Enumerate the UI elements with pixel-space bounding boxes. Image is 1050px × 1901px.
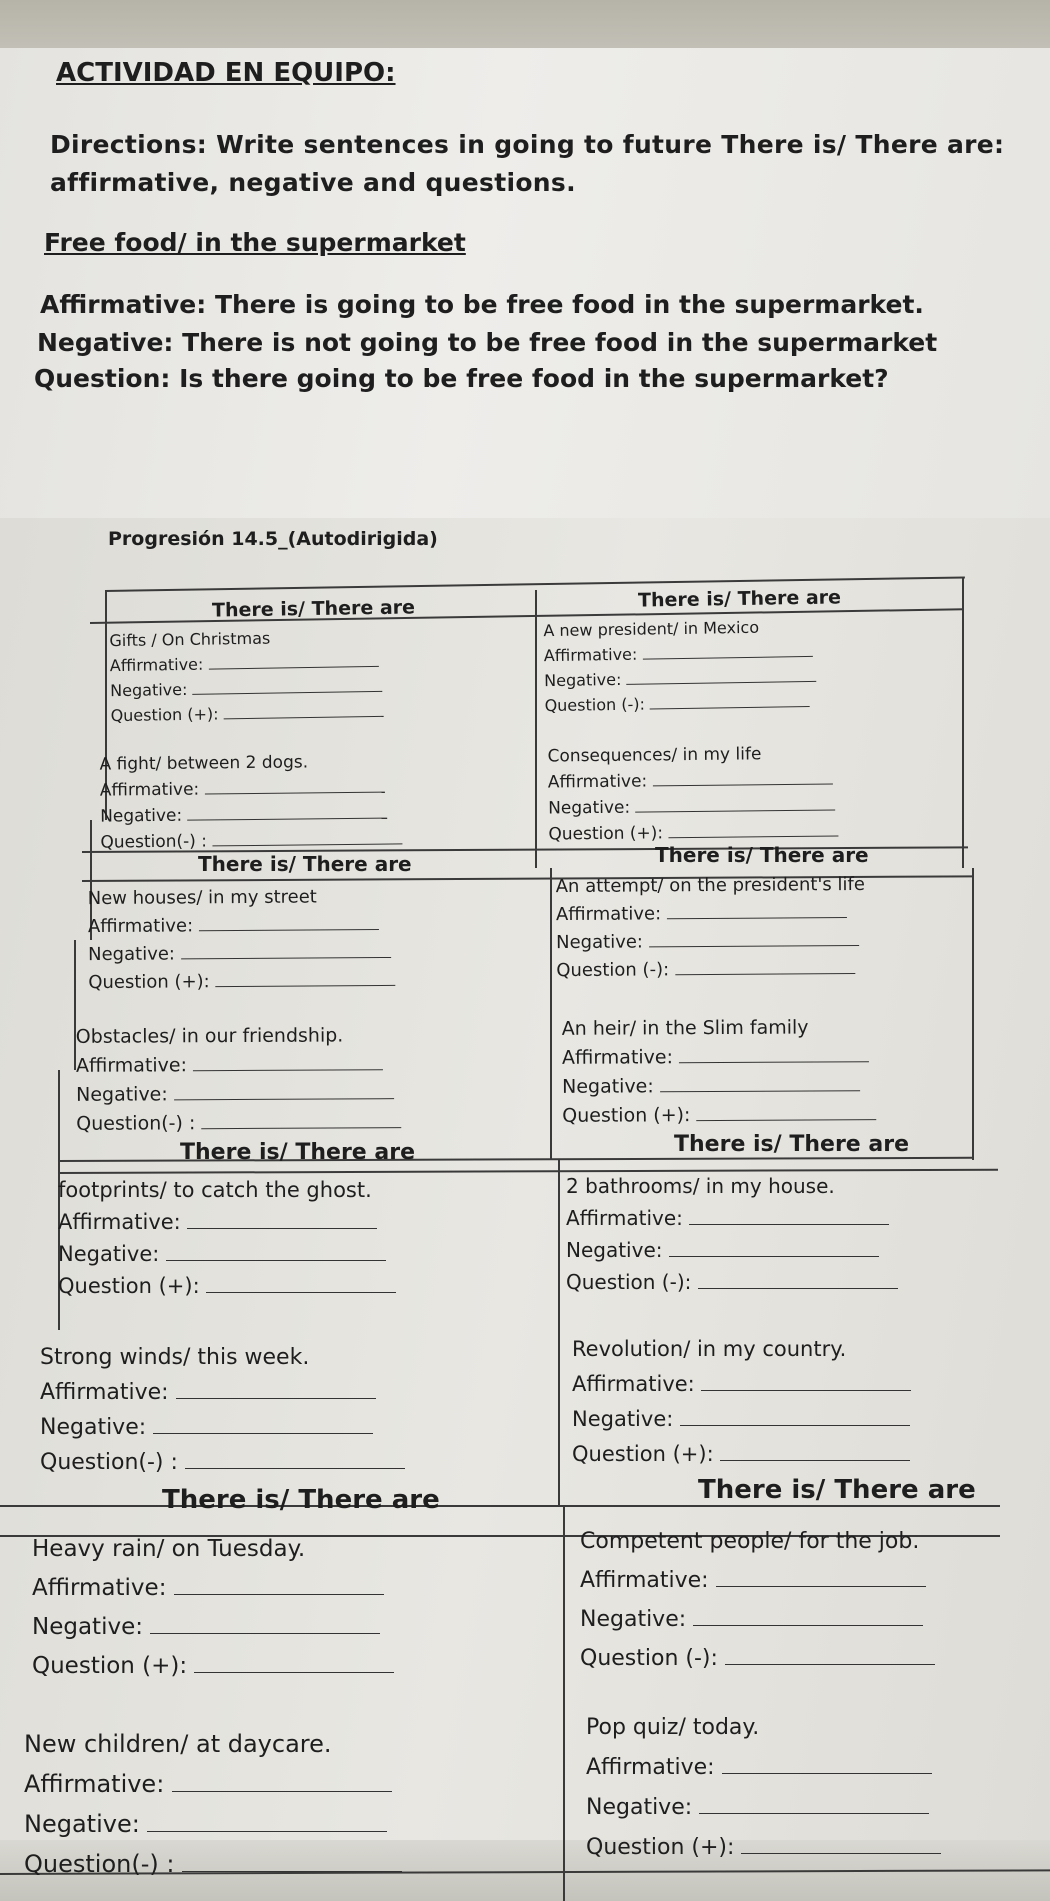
question-label: Question (+):	[88, 971, 210, 994]
exercise-cell	[99, 748, 402, 855]
negative-label: Negative:	[544, 669, 622, 691]
activity-title: ACTIVIDAD EN EQUIPO:	[56, 58, 396, 88]
answer-blank[interactable]	[172, 1769, 392, 1792]
affirmative-label: Affirmative:	[555, 903, 662, 926]
section-header: There is/ There are	[211, 596, 416, 622]
exercise-topic: footprints/ to catch the ghost.	[58, 1178, 372, 1202]
negative-label: Negative:	[586, 1795, 693, 1820]
affirmative-label: Affirmative:	[99, 779, 200, 801]
exercise-cell	[24, 1724, 402, 1884]
answer-blank[interactable]	[223, 701, 383, 719]
negative-label: Negative:	[32, 1614, 143, 1640]
answer-blank[interactable]	[680, 1406, 910, 1426]
exercise-topic: An attempt/ on the president's life	[555, 873, 865, 898]
affirmative-label: Affirmative:	[40, 1380, 169, 1405]
exercise-topic: New children/ at daycare.	[24, 1730, 332, 1758]
answer-blank[interactable]	[722, 1753, 932, 1774]
exercise-cell	[566, 1170, 898, 1298]
directions-text: Directions: Write sentences in going to future There is/ There are: affirmative, negative and questions.	[50, 130, 1005, 197]
section-header: There is/ There are	[674, 1132, 909, 1157]
section-header: There is/ There are	[637, 586, 842, 612]
question-label: Question (-):	[544, 694, 646, 716]
negative-label: Negative:	[88, 943, 176, 966]
exercise-cell	[32, 1530, 394, 1686]
negative-label: Negative:	[548, 797, 631, 819]
example-negative: Negative: There is not going to be free food in the supermarket	[37, 328, 938, 357]
answer-blank[interactable]	[720, 1441, 910, 1461]
exercise-topic: Consequences/ in my life	[547, 744, 762, 767]
column-divider	[563, 1505, 565, 1901]
column-divider	[558, 1160, 560, 1505]
question-label: Question (+):	[58, 1274, 200, 1298]
answer-blank[interactable]	[192, 676, 382, 694]
exercise-topic: Heavy rain/ on Tuesday.	[32, 1536, 306, 1562]
negative-label: Negative:	[556, 931, 644, 954]
section-header: There is/ There are	[655, 843, 869, 867]
answer-blank[interactable]	[660, 1073, 860, 1092]
exercise-cell	[543, 614, 817, 718]
answer-blank[interactable]	[725, 1644, 935, 1665]
section-header: There is/ There are	[180, 1140, 415, 1165]
exercise-topic: Strong winds/ this week.	[40, 1345, 310, 1370]
answer-blank[interactable]	[194, 1651, 394, 1673]
answer-blank[interactable]	[215, 969, 395, 987]
worksheet-top-sheet	[0, 48, 1050, 518]
affirmative-label: Affirmative:	[547, 771, 648, 793]
affirmative-label: Affirmative:	[566, 1206, 683, 1230]
affirmative-label: Affirmative:	[561, 1046, 674, 1069]
question-label: Question (+):	[548, 823, 664, 845]
affirmative-label: Affirmative:	[32, 1575, 167, 1601]
section-header: There is/ There are	[698, 1475, 976, 1505]
example-affirmative: Affirmative: There is going to be free food in the supermarket.	[40, 290, 924, 319]
answer-blank[interactable]	[153, 1413, 373, 1434]
negative-label: Negative:	[76, 1083, 168, 1106]
exercise-topic: Revolution/ in my country.	[572, 1337, 847, 1361]
question-label: Question(-) :	[100, 831, 208, 853]
question-label: Question (+):	[586, 1835, 735, 1860]
answer-blank[interactable]	[205, 776, 385, 794]
affirmative-label: Affirmative:	[572, 1372, 695, 1396]
example-question: Question: Is there going to be free food in the supermarket?	[34, 364, 889, 393]
answer-blank[interactable]	[176, 1378, 376, 1399]
background-strip	[0, 0, 1050, 48]
answer-blank[interactable]	[181, 941, 391, 960]
question-label: Question (-):	[580, 1646, 718, 1671]
answer-blank[interactable]	[741, 1833, 941, 1854]
exercise-topic: Obstacles/ in our friendship.	[75, 1024, 344, 1048]
exercise-cell	[556, 871, 866, 985]
negative-label: Negative:	[572, 1407, 674, 1431]
answer-blank[interactable]	[150, 1612, 380, 1634]
question-label: Question (-):	[566, 1270, 692, 1294]
question-label: Question(-) :	[76, 1112, 196, 1135]
answer-blank[interactable]	[182, 1849, 402, 1872]
exercise-cell	[562, 1013, 877, 1131]
negative-label: Negative:	[580, 1607, 687, 1632]
answer-blank[interactable]	[679, 1044, 869, 1063]
answer-blank[interactable]	[689, 1206, 889, 1225]
answer-blank[interactable]	[212, 828, 402, 846]
question-label: Question (-):	[556, 959, 670, 982]
column-divider	[535, 590, 537, 868]
answer-blank[interactable]	[193, 1052, 383, 1071]
answer-blank[interactable]	[675, 957, 855, 975]
answer-blank[interactable]	[650, 692, 810, 710]
answer-blank[interactable]	[166, 1241, 386, 1261]
answer-blank[interactable]	[206, 1273, 396, 1293]
exercise-topic: A fight/ between 2 dogs.	[99, 752, 309, 775]
answer-blank[interactable]	[716, 1566, 926, 1587]
exercise-topic: Pop quiz/ today.	[586, 1715, 760, 1740]
exercise-cell	[572, 1332, 911, 1472]
affirmative-label: Affirmative:	[586, 1755, 715, 1780]
answer-blank[interactable]	[187, 1209, 377, 1229]
answer-blank[interactable]	[696, 1102, 876, 1121]
answer-blank[interactable]	[668, 820, 838, 838]
affirmative-label: Affirmative:	[543, 644, 638, 666]
negative-label: Negative:	[110, 679, 188, 701]
answer-blank[interactable]	[187, 802, 387, 820]
exercise-cell	[580, 1522, 935, 1678]
negative-label: Negative:	[562, 1075, 654, 1098]
answer-blank[interactable]	[201, 1110, 401, 1129]
answer-blank[interactable]	[701, 1371, 911, 1391]
section-header: There is/ There are	[162, 1485, 440, 1515]
answer-blank[interactable]	[147, 1809, 387, 1832]
exercise-cell	[586, 1708, 941, 1868]
question-label: Question (+):	[562, 1104, 691, 1127]
exercise-cell	[76, 1021, 402, 1139]
answer-blank[interactable]	[174, 1081, 394, 1100]
negative-label: Negative:	[24, 1810, 140, 1838]
table-border	[962, 578, 964, 868]
answer-blank[interactable]	[653, 768, 833, 786]
progression-title: Progresión 14.5_(Autodirigida)	[108, 528, 438, 550]
exercise-topic: Gifts / On Christmas	[109, 628, 271, 651]
question-label: Question (+):	[572, 1442, 714, 1466]
affirmative-label: Affirmative:	[75, 1054, 188, 1077]
answer-blank[interactable]	[693, 1605, 923, 1626]
example-topic: Free food/ in the supermarket	[44, 228, 466, 257]
answer-blank[interactable]	[649, 929, 859, 948]
question-label: Question (+):	[32, 1653, 188, 1679]
affirmative-label: Affirmative:	[580, 1568, 709, 1593]
answer-blank[interactable]	[642, 642, 812, 660]
exercise-topic: A new president/ in Mexico	[543, 617, 760, 641]
exercise-topic: An heir/ in the Slim family	[561, 1016, 809, 1040]
answer-blank[interactable]	[667, 901, 847, 919]
answer-blank[interactable]	[174, 1573, 384, 1595]
negative-label: Negative:	[40, 1415, 147, 1440]
exercise-cell	[88, 883, 396, 997]
answer-blank[interactable]	[699, 1793, 929, 1814]
answer-blank[interactable]	[626, 666, 816, 684]
answer-blank[interactable]	[669, 1238, 879, 1257]
exercise-topic: New houses/ in my street	[87, 886, 317, 910]
affirmative-label: Affirmative:	[109, 654, 204, 676]
answer-blank[interactable]	[635, 794, 835, 812]
question-label: Question(-) :	[40, 1450, 178, 1475]
exercise-topic: Competent people/ for the job.	[580, 1529, 920, 1554]
column-divider	[550, 868, 552, 1160]
exercise-cell	[58, 1174, 396, 1302]
negative-label: Negative:	[58, 1242, 160, 1266]
affirmative-label: Affirmative:	[58, 1210, 181, 1234]
section-header: There is/ There are	[198, 852, 412, 876]
exercise-topic: 2 bathrooms/ in my house.	[566, 1174, 835, 1198]
answer-blank[interactable]	[199, 913, 379, 931]
affirmative-label: Affirmative:	[24, 1770, 165, 1798]
negative-label: Negative:	[100, 805, 183, 827]
answer-blank[interactable]	[698, 1270, 898, 1289]
table-border	[972, 868, 974, 1160]
negative-label: Negative:	[566, 1238, 663, 1262]
answer-blank[interactable]	[208, 652, 378, 670]
question-label: Question (+):	[110, 704, 219, 726]
exercise-cell	[40, 1340, 405, 1480]
question-label: Question(-) :	[24, 1850, 175, 1878]
exercise-cell	[109, 624, 384, 728]
affirmative-label: Affirmative:	[87, 915, 194, 938]
exercise-cell	[547, 740, 838, 847]
table-rule	[0, 1505, 1000, 1507]
answer-blank[interactable]	[185, 1448, 405, 1469]
